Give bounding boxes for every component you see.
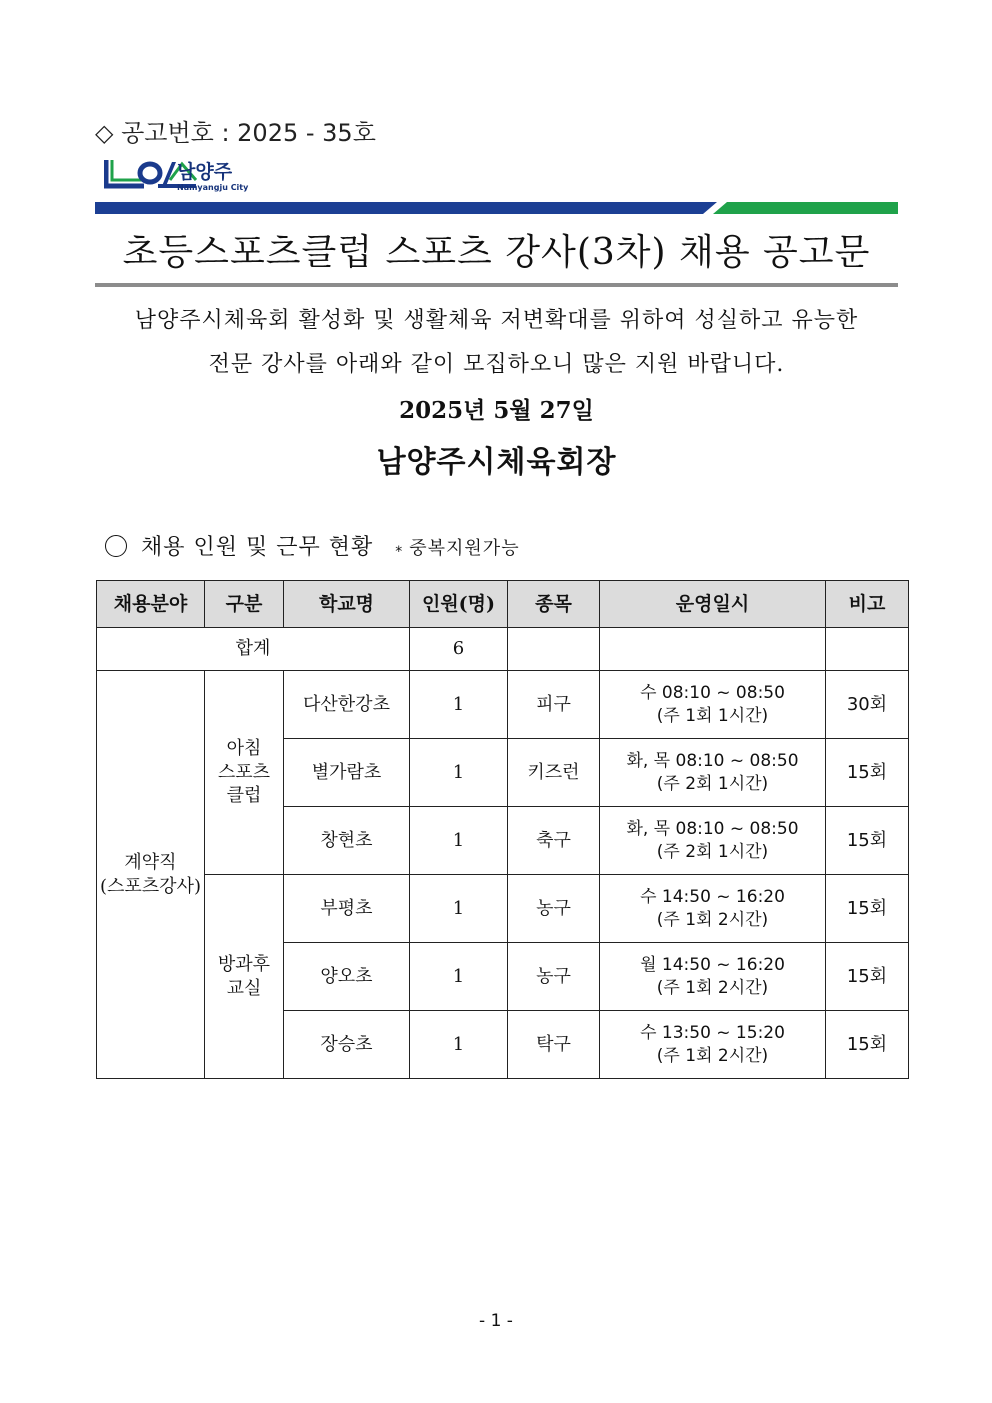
header-color-bar — [95, 202, 898, 214]
organization-name: 남양주시체육회장 — [376, 445, 617, 480]
column-header: 채용분야 — [97, 581, 205, 628]
schedule-frequency: (주 1회 2시간) — [656, 1045, 769, 1066]
group-line: 교실 — [226, 977, 262, 999]
column-header: 종목 — [508, 581, 600, 628]
column-header: 구분 — [205, 581, 284, 628]
group-line: 방과후 — [217, 954, 271, 976]
schedule-frequency: (주 1회 2시간) — [656, 909, 769, 930]
schedule — [600, 807, 826, 875]
schedule — [600, 943, 826, 1011]
intro-line-2: 전문 강사를 아래와 같이 모집하오니 많은 지원 바랍니다. — [208, 352, 785, 377]
remark: 15회 — [826, 807, 909, 875]
empty-cell — [508, 628, 600, 671]
table-row — [97, 875, 909, 943]
remark: 15회 — [826, 943, 909, 1011]
table-header-row — [97, 581, 909, 628]
schedule-time: 수 14:50 ~ 16:20 — [640, 886, 785, 907]
intro-line-1: 남양주시체육회 활성화 및 생활체육 저변확대를 위하여 성실하고 유능한 — [134, 308, 859, 333]
sport: 농구 — [508, 943, 600, 1011]
table-row — [97, 671, 909, 739]
empty-cell — [600, 628, 826, 671]
group-cell — [205, 875, 284, 1079]
sport: 축구 — [508, 807, 600, 875]
section-note — [395, 538, 519, 559]
school-name: 창현초 — [284, 807, 410, 875]
logo-text: 남양주 — [177, 161, 233, 183]
column-header: 학교명 — [284, 581, 410, 628]
sport: 피구 — [508, 671, 600, 739]
notice-date: 2025년 5월 27일 — [399, 397, 594, 424]
group-line: 클럽 — [226, 785, 262, 807]
school-name: 장승초 — [284, 1011, 410, 1079]
total-label: 합계 — [97, 628, 410, 671]
schedule-time: 수 08:10 ~ 08:50 — [640, 682, 785, 703]
sport: 키즈런 — [508, 739, 600, 807]
field-cell — [97, 671, 205, 1079]
group-cell — [205, 671, 284, 875]
schedule-frequency: (주 1회 2시간) — [656, 977, 769, 998]
schedule-frequency: (주 1회 1시간) — [656, 705, 769, 726]
schedule-time: 수 13:50 ~ 15:20 — [640, 1022, 785, 1043]
recruitment-table — [96, 580, 909, 1079]
schedule-frequency: (주 2회 1시간) — [656, 773, 769, 794]
remark: 30회 — [826, 671, 909, 739]
head-count: 1 — [410, 739, 508, 807]
head-count: 1 — [410, 943, 508, 1011]
group-line: 스포츠 — [217, 761, 271, 783]
sport: 탁구 — [508, 1011, 600, 1079]
schedule-time: 화, 목 08:10 ~ 08:50 — [626, 750, 799, 771]
remark: 15회 — [826, 739, 909, 807]
schedule-time: 화, 목 08:10 ~ 08:50 — [626, 818, 799, 839]
empty-cell — [826, 628, 909, 671]
circle-bullet-icon — [105, 535, 127, 557]
schedule — [600, 1011, 826, 1079]
school-name: 양오초 — [284, 943, 410, 1011]
head-count: 1 — [410, 807, 508, 875]
column-header: 비고 — [826, 581, 909, 628]
group-line: 아침 — [226, 738, 262, 760]
schedule — [600, 739, 826, 807]
school-name: 부평초 — [284, 875, 410, 943]
total-count: 6 — [410, 628, 508, 671]
head-count: 1 — [410, 875, 508, 943]
school-name: 별가람초 — [284, 739, 410, 807]
note-text: 중복지원가능 — [409, 538, 520, 559]
column-header: 운영일시 — [600, 581, 826, 628]
document-title: 초등스포츠클럽 스포츠 강사(3차) 채용 공고문 — [122, 232, 871, 273]
logo-subtext: Namyangju City — [177, 183, 249, 192]
field-line-2: (스포츠강사) — [100, 875, 201, 897]
school-name: 다산한강초 — [284, 671, 410, 739]
schedule-frequency: (주 2회 1시간) — [656, 841, 769, 862]
total-row — [97, 628, 909, 671]
note-star: * — [395, 544, 404, 560]
remark: 15회 — [826, 1011, 909, 1079]
remark: 15회 — [826, 875, 909, 943]
title-divider — [95, 283, 898, 287]
sport: 농구 — [508, 875, 600, 943]
section-heading — [105, 530, 520, 561]
head-count: 1 — [410, 1011, 508, 1079]
page-number: - 1 - — [479, 1311, 513, 1331]
schedule — [600, 875, 826, 943]
column-header: 인원(명) — [410, 581, 508, 628]
head-count: 1 — [410, 671, 508, 739]
field-line-1: 계약직 — [124, 852, 177, 874]
section-title: 채용 인원 및 근무 현황 — [141, 535, 374, 560]
notice-number: ◇ 공고번호 : 2025 - 35호 — [95, 119, 376, 147]
schedule — [600, 671, 826, 739]
schedule-time: 월 14:50 ~ 16:20 — [640, 954, 785, 975]
